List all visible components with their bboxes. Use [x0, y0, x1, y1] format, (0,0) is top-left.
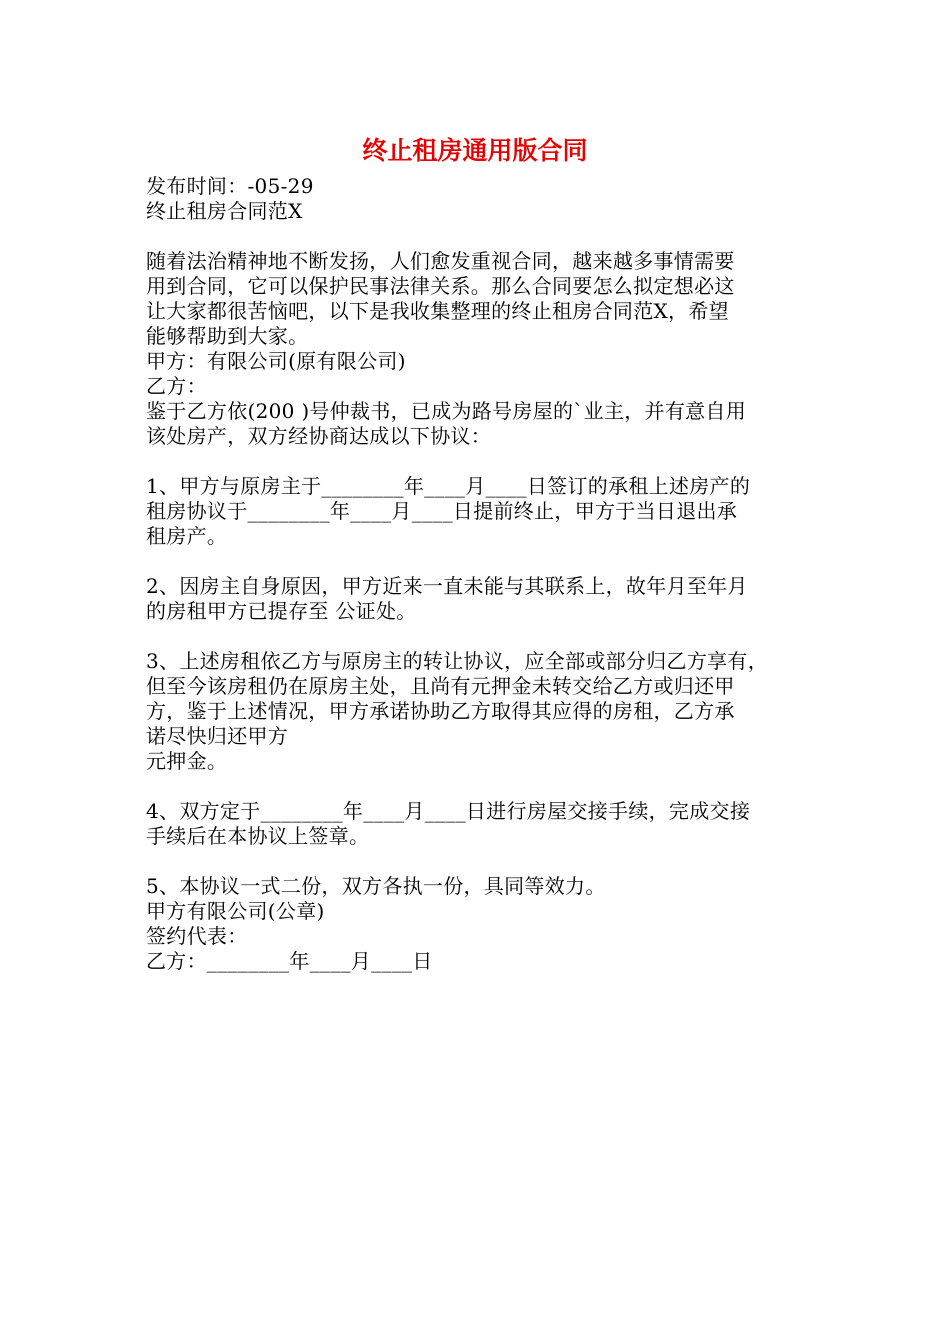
document-subtitle: 终止租房合同范X [146, 199, 303, 223]
document-title: 终止租房通用版合同 [362, 136, 588, 165]
clause-line: 4、双方定于________年____月____日进行房屋交接手续，完成交接 [146, 799, 751, 823]
document-body [146, 174, 816, 974]
clause-line: 1、甲方与原房主于________年____月____日签订的承租上述房产的 [146, 474, 751, 498]
clause-line: 但至今该房租仍在原房主处，且尚有元押金未转交给乙方或归还甲 [146, 674, 735, 698]
clause-3 [146, 649, 816, 774]
preamble-line: 该处房产，双方经协商达成以下协议： [146, 424, 492, 448]
clause-line: 的房租甲方已提存至 公证处。 [146, 599, 417, 623]
intro-line: 能够帮助到大家。 [146, 324, 309, 348]
clause-4 [146, 799, 816, 849]
paragraph-gap [146, 624, 816, 649]
paragraph-gap [146, 849, 816, 874]
clause-line: 租房协议于________年____月____日提前终止，甲方于当日退出承 [146, 499, 738, 523]
preamble-paragraph [146, 399, 816, 449]
intro-line: 随着法治精神地不断发扬，人们愈发重视合同，越来越多事情需要 [146, 249, 735, 273]
clause-line: 方，鉴于上述情况，甲方承诺协助乙方取得其应得的房租，乙方承 [146, 699, 735, 723]
clause-line: 2、因房主自身原因，甲方近来一直未能与其联系上，故年月至年月 [146, 574, 748, 598]
paragraph-gap [146, 549, 816, 574]
clause-2 [146, 574, 816, 624]
clause-line: 诺尽快归还甲方 [146, 724, 289, 748]
paragraph-gap [146, 449, 816, 474]
party-a-seal: 甲方有限公司(公章) [146, 899, 325, 923]
clause-line: 租房产。 [146, 524, 228, 548]
paragraph-gap [146, 224, 816, 249]
intro-line: 让大家都很苦恼吧，以下是我收集整理的终止租房合同范X，希望 [146, 299, 729, 323]
party-b-date: 乙方：________年____月____日 [146, 949, 433, 973]
clause-line: 3、上述房租依乙方与原房主的转让协议，应全部或部分归乙方享有， [146, 649, 769, 673]
party-b: 乙方： [146, 374, 207, 398]
publish-time: 发布时间：-05-29 [146, 174, 314, 198]
clause-5: 5、本协议一式二份，双方各执一份，具同等效力。 [146, 874, 606, 898]
signature-block [146, 899, 816, 974]
clause-line: 手续后在本协议上签章。 [146, 824, 370, 848]
representative-label: 签约代表： [146, 924, 248, 948]
intro-paragraph [146, 249, 816, 349]
clause-1 [146, 474, 816, 549]
clause-line: 元押金。 [146, 749, 228, 773]
party-a: 甲方：有限公司(原有限公司) [146, 349, 406, 373]
intro-line: 用到合同，它可以保护民事法律关系。那么合同要怎么拟定想必这 [146, 274, 735, 298]
paragraph-gap [146, 774, 816, 799]
preamble-line: 鉴于乙方依(200 )号仲裁书，已成为路号房屋的`业主，并有意自用 [146, 399, 747, 423]
